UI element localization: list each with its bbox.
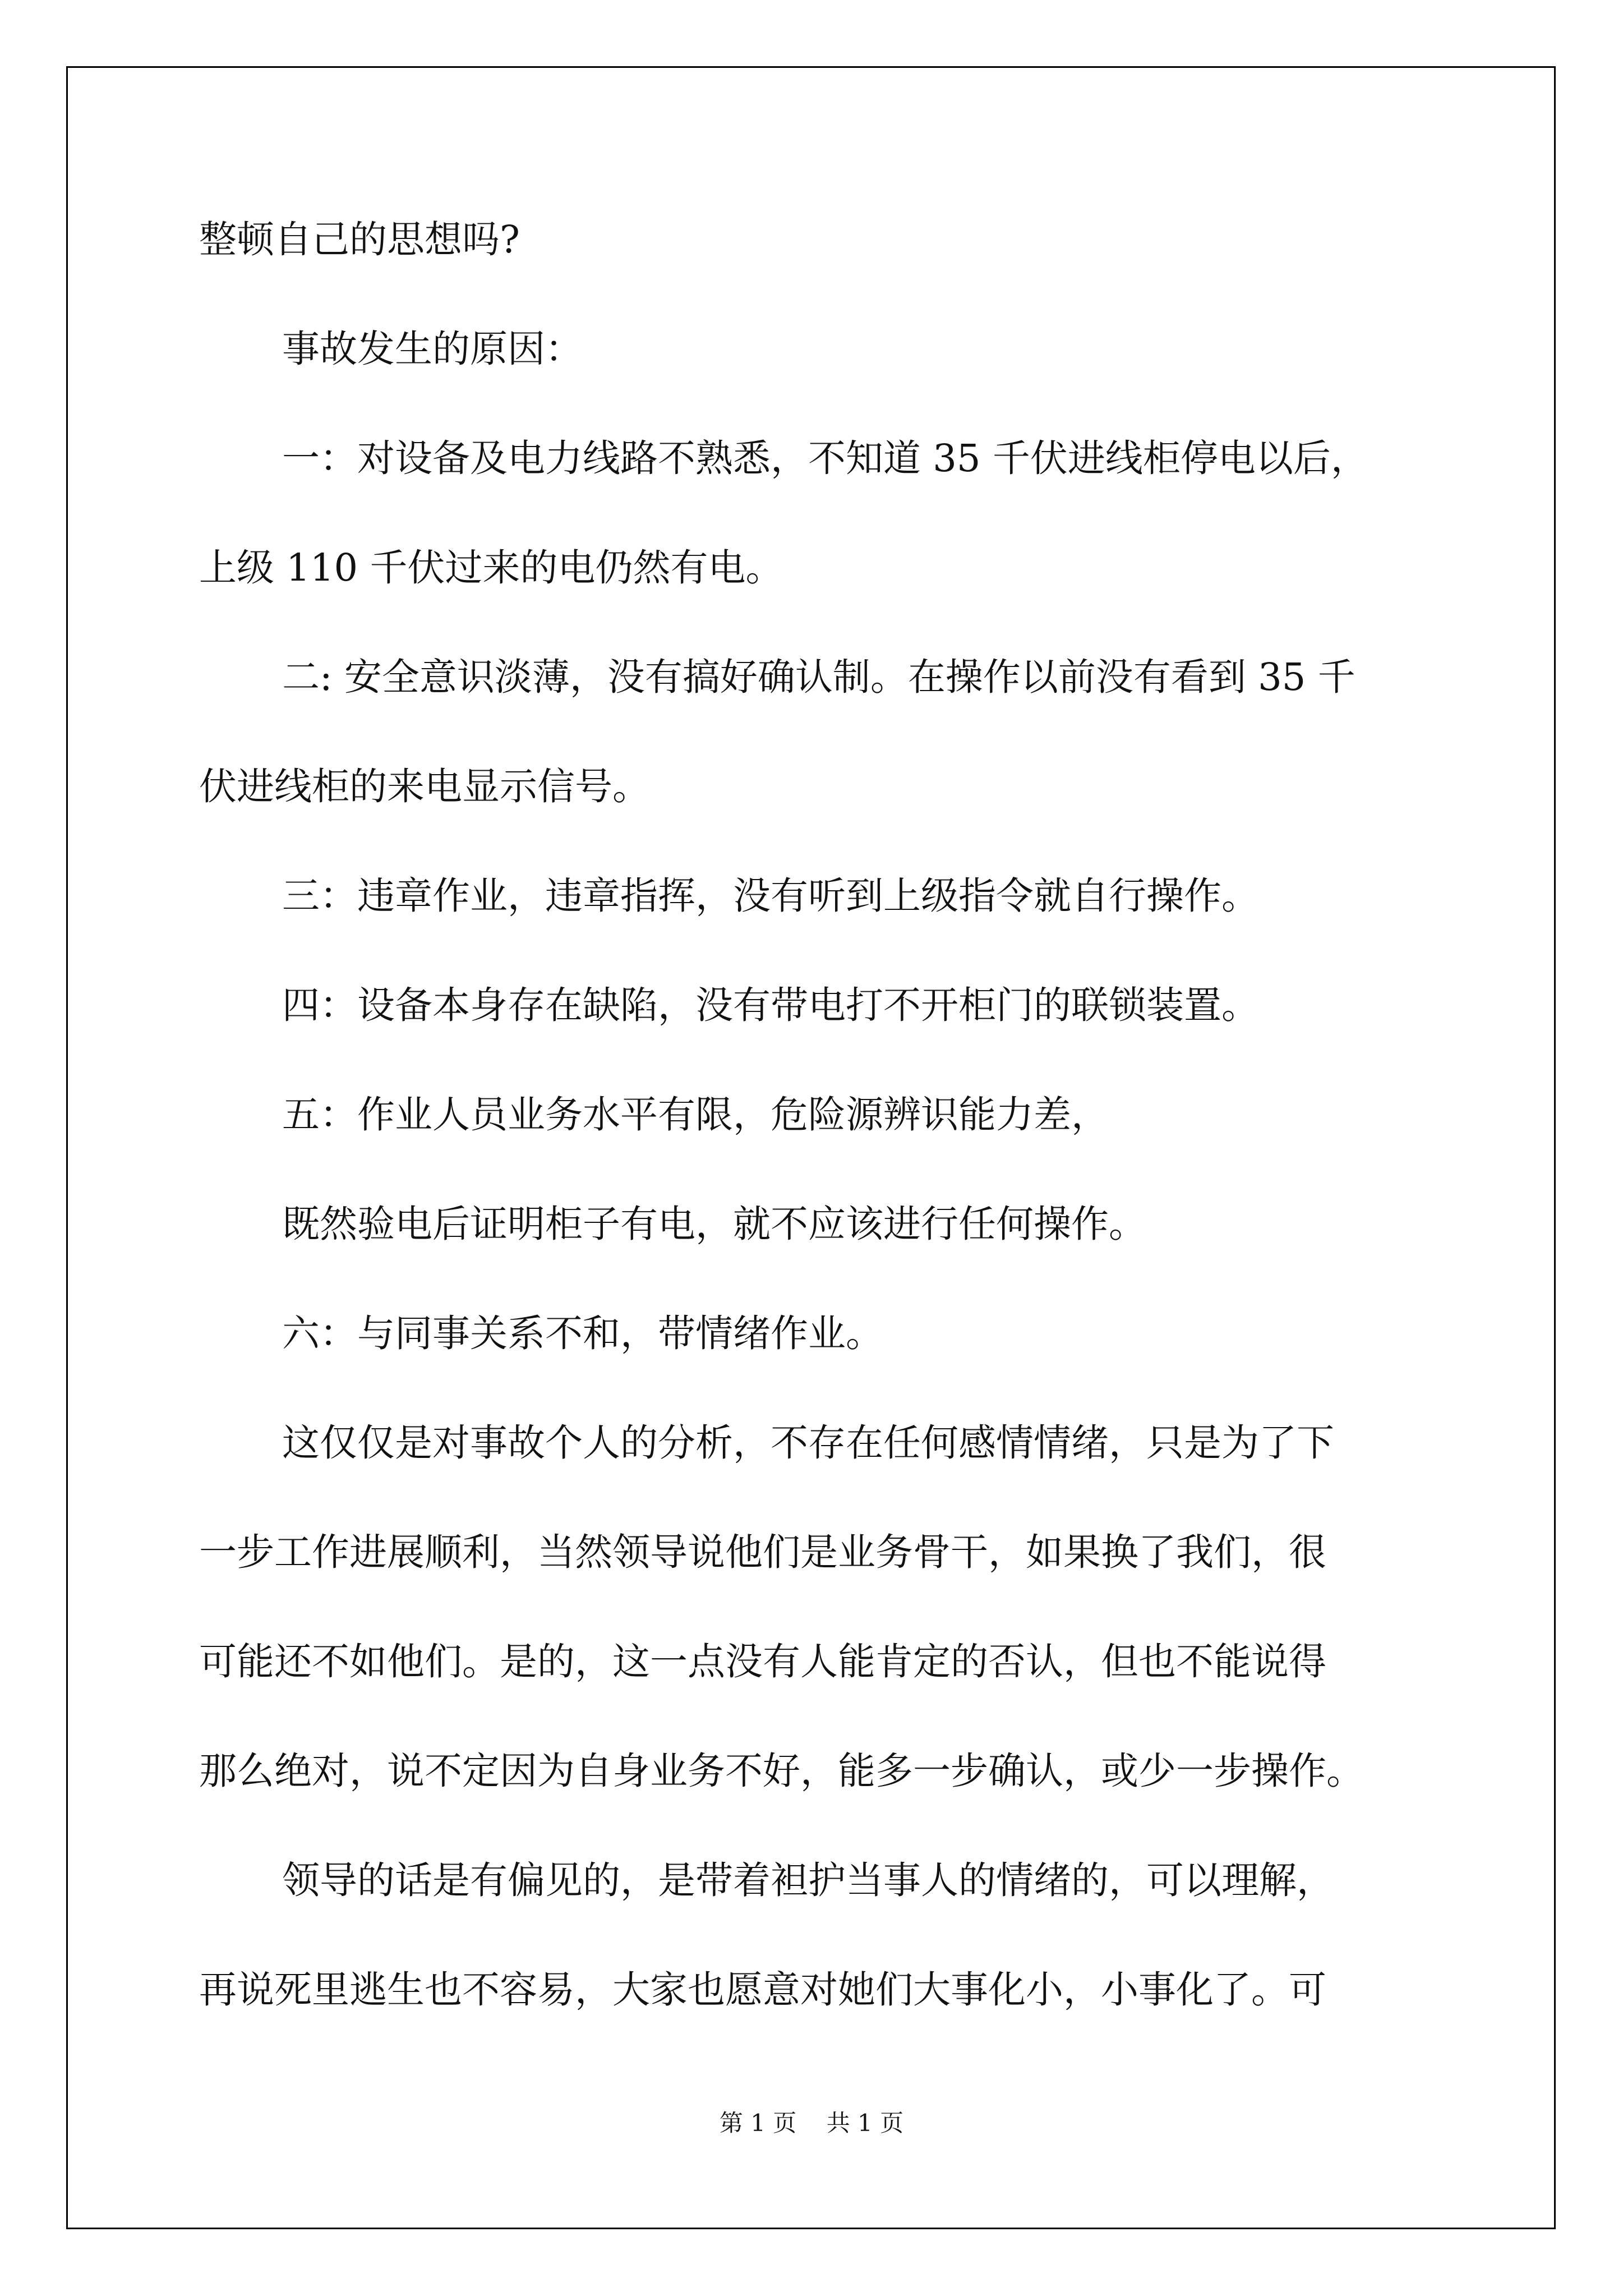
text-line: 三：违章作业，违章指挥，没有听到上级指令就自行操作。 — [282, 874, 1259, 918]
text-line: 四：设备本身存在缺陷，没有带电打不开柜门的联锁装置。 — [282, 983, 1259, 1027]
page-number-footer: 第 1 页 共 1 页 — [719, 2109, 904, 2137]
text-line: 二: 安全意识淡薄，没有搞好确认制。在操作以前没有看到 35 千 — [282, 655, 1355, 699]
text-line: 那么绝对，说不定因为自身业务不好，能多一步确认，或少一步操作。 — [199, 1749, 1364, 1793]
text-line: 整顿自己的思想吗? — [199, 218, 520, 261]
page-border — [66, 66, 1556, 2229]
text-line: 六：与同事关系不和，带情绪作业。 — [282, 1312, 883, 1355]
text-line: 可能还不如他们。是的，这一点没有人能肯定的否认，但也不能说得 — [199, 1640, 1326, 1683]
text-line: 领导的话是有偏见的，是带着袒护当事人的情绪的，可以理解， — [282, 1858, 1334, 1902]
text-line: 伏进线柜的来电显示信号。 — [199, 765, 650, 808]
text-line: 这仅仅是对事故个人的分析，不存在任何感情情绪，只是为了下 — [282, 1421, 1334, 1465]
text-line: 事故发生的原因： — [282, 327, 583, 371]
text-line: 五：作业人员业务水平有限，危险源辨识能力差， — [282, 1093, 1109, 1137]
text-line: 上级 110 千伏过来的电仍然有电。 — [199, 546, 783, 590]
text-line: 一步工作进展顺利，当然领导说他们是业务骨干，如果换了我们，很 — [199, 1530, 1326, 1574]
text-line: 再说死里逃生也不容易，大家也愿意对她们大事化小，小事化了。可 — [199, 1968, 1326, 2012]
text-line: 既然验电后证明柜子有电，就不应该进行任何操作。 — [282, 1202, 1146, 1246]
text-line: 一：对设备及电力线路不熟悉，不知道 35 千伏进线柜停电以后， — [282, 436, 1368, 480]
